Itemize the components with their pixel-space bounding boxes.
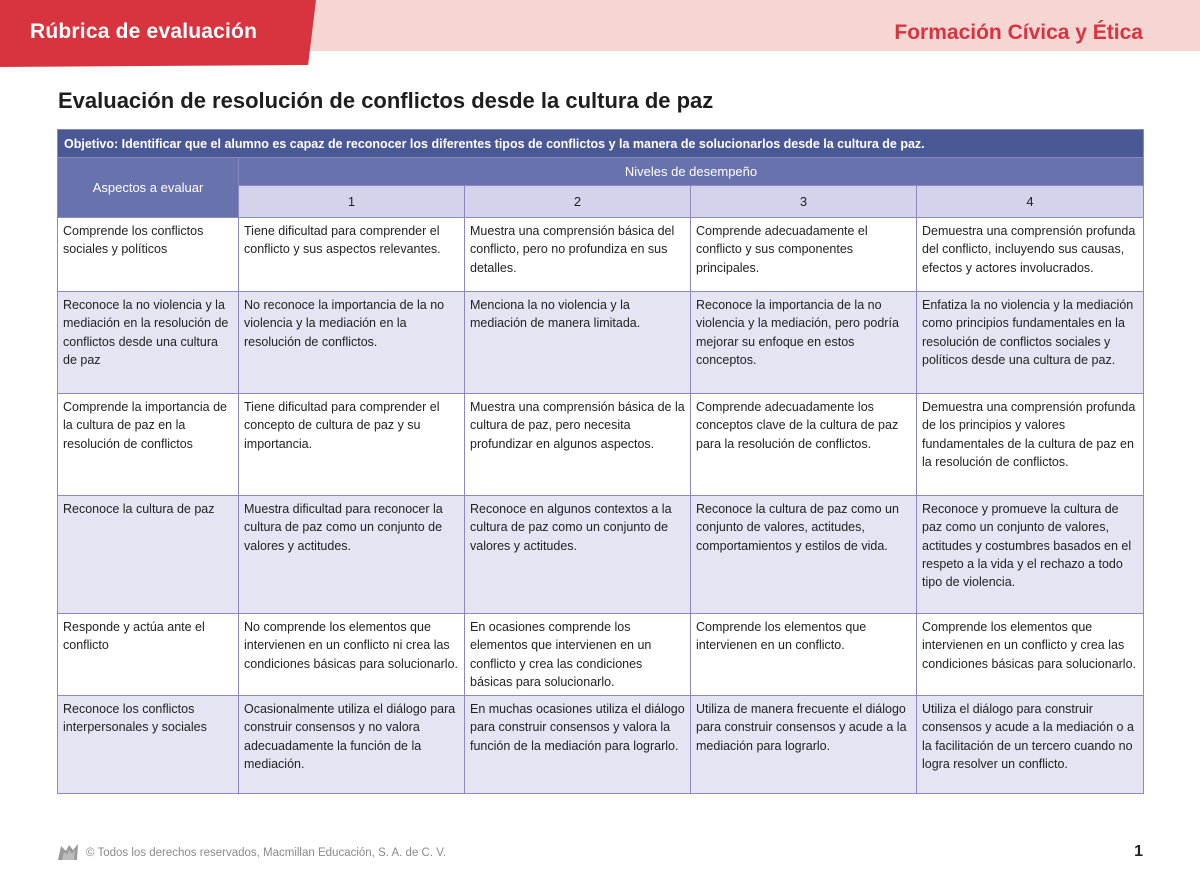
page-title: Evaluación de resolución de conflictos desde la cultura de paz [58,88,714,113]
level-cell: Comprende adecuadamente el conflicto y sus componentes principales. [691,218,917,292]
level-cell: En muchas ocasiones utiliza el diálogo para construir consensos y valora la función de la mediación para lograrlo. [465,696,691,794]
level-cell: Comprende los elementos que intervienen en un conflicto y crea las condiciones básicas para solucionarlo. [917,614,1144,696]
level-cell: Muestra una comprensión básica del conflicto, pero no profundiza en sus detalles. [465,218,691,292]
level-cell: No comprende los elementos que intervienen en un conflicto ni crea las condiciones básicas para solucionarlo. [239,614,465,696]
level-cell: Muestra una comprensión básica de la cultura de paz, pero necesita profundizar en algunos aspectos. [465,394,691,496]
page-number: 1 [1134,843,1143,860]
level-cell: Muestra dificultad para reconocer la cultura de paz como un conjunto de valores y actitudes. [239,496,465,614]
table-row [58,292,1144,394]
level-cell: Tiene dificultad para comprender el concepto de cultura de paz y su importancia. [239,394,465,496]
aspect-cell: Responde y actúa ante el conflicto [58,614,239,696]
objective-cell: Objetivo: Identificar que el alumno es capaz de reconocer los diferentes tipos de conflictos y la manera de solucionarlos desde la cultura de paz. [58,130,1144,158]
levels-header: Niveles de desempeño [239,158,1144,186]
table-row [58,496,1144,614]
level-3-header: 3 [691,186,917,218]
rubric-table [57,129,1144,794]
aspect-cell: Comprende la importancia de la cultura de paz en la resolución de conflictos [58,394,239,496]
level-cell: Comprende los elementos que intervienen en un conflicto. [691,614,917,696]
level-4-header: 4 [917,186,1144,218]
aspect-cell: Reconoce la no violencia y la mediación en la resolución de conflictos desde una cultura de paz [58,292,239,394]
level-cell: Reconoce en algunos contextos a la cultura de paz como un conjunto de valores y actitudes. [465,496,691,614]
level-cell: Menciona la no violencia y la mediación de manera limitada. [465,292,691,394]
table-row [58,218,1144,292]
macmillan-logo-icon [57,843,79,861]
level-cell: Reconoce y promueve la cultura de paz como un conjunto de valores, actitudes y costumbres basados en el respeto a la vida y el rechazo a todo tipo de violencia. [917,496,1144,614]
level-cell: Utiliza de manera frecuente el diálogo para construir consensos y acude a la mediación para lograrlo. [691,696,917,794]
level-cell: Utiliza el diálogo para construir consensos y acude a la mediación o a la facilitación de un tercero cuando no logra resolver un conflicto. [917,696,1144,794]
level-cell: Reconoce la importancia de la no violencia y la mediación, pero podría mejorar su enfoque en estos conceptos. [691,292,917,394]
level-cell: Enfatiza la no violencia y la mediación como principios fundamentales en la resolución de conflictos sociales y políticos desde una cultura de paz. [917,292,1144,394]
level-1-header: 1 [239,186,465,218]
level-cell: Demuestra una comprensión profunda de los principios y valores fundamentales de la cultura de paz en la resolución de conflictos. [917,394,1144,496]
table-row [58,696,1144,794]
header-title: Rúbrica de evaluación [30,20,258,43]
level-cell: Tiene dificultad para comprender el conflicto y sus aspectos relevantes. [239,218,465,292]
level-cell: Reconoce la cultura de paz como un conjunto de valores, actitudes, comportamientos y estilos de vida. [691,496,917,614]
level-cell: No reconoce la importancia de la no violencia y la mediación en la resolución de conflictos. [239,292,465,394]
table-row [58,614,1144,696]
aspect-cell: Comprende los conflictos sociales y políticos [58,218,239,292]
level-cell: Demuestra una comprensión profunda del conflicto, incluyendo sus causas, efectos y actores involucrados. [917,218,1144,292]
level-cell: Comprende adecuadamente los conceptos clave de la cultura de paz para la resolución de conflictos. [691,394,917,496]
subject-title: Formación Cívica y Ética [894,21,1143,44]
level-cell: En ocasiones comprende los elementos que intervienen en un conflicto y crea las condiciones básicas para solucionarlo. [465,614,691,696]
aspect-cell: Reconoce la cultura de paz [58,496,239,614]
copyright-text: © Todos los derechos reservados, Macmillan Educación, S. A. de C. V. [86,847,447,859]
aspects-header: Aspectos a evaluar [58,158,239,218]
level-2-header: 2 [465,186,691,218]
aspect-cell: Reconoce los conflictos interpersonales y sociales [58,696,239,794]
table-row [58,394,1144,496]
level-cell: Ocasionalmente utiliza el diálogo para construir consensos y no valora adecuadamente la función de la mediación. [239,696,465,794]
